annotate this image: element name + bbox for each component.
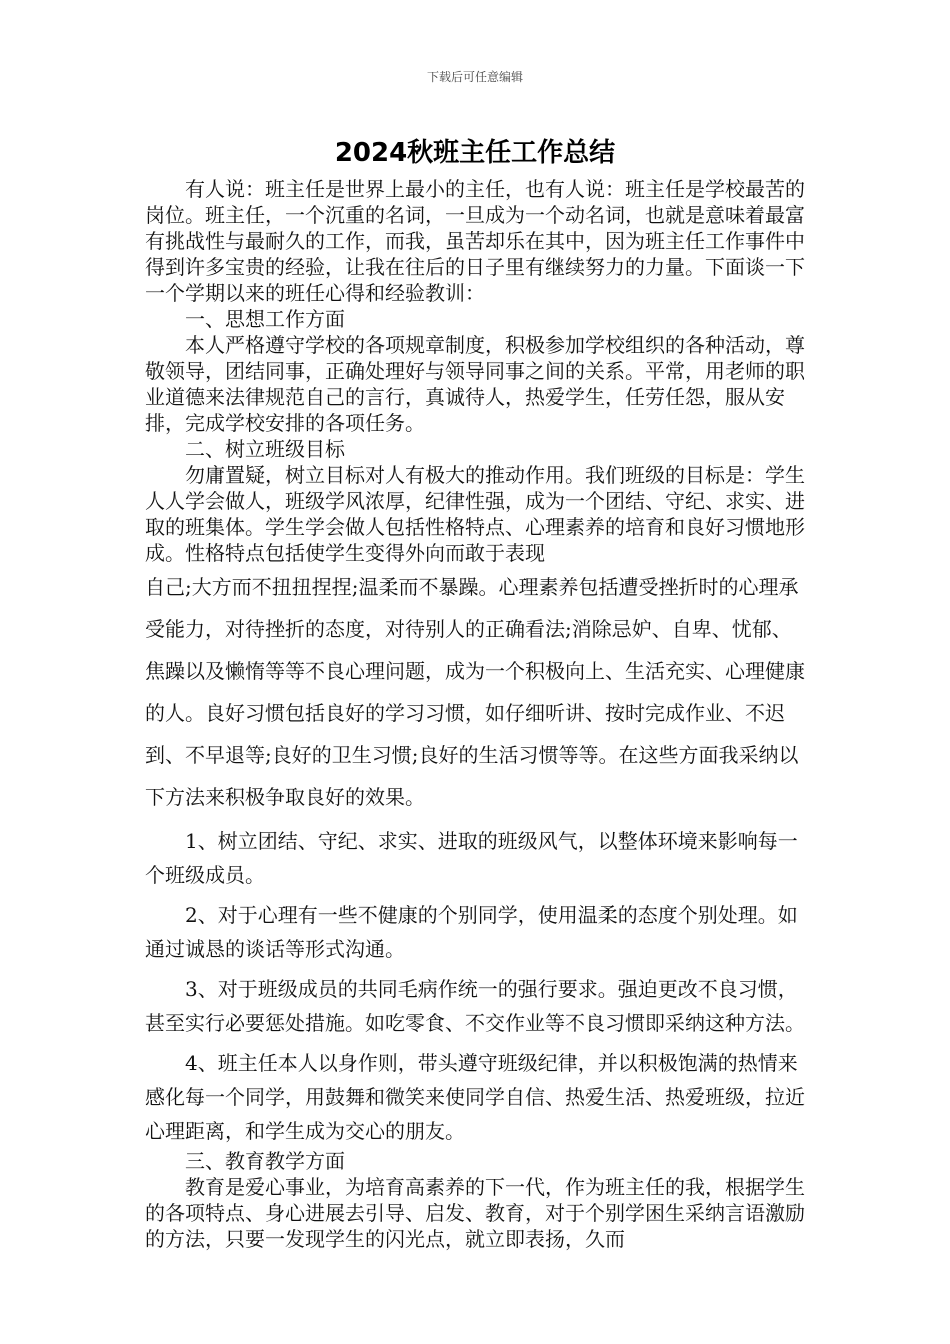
section-heading-2: 二、树立班级目标 [185,437,345,461]
page-header: 下载后可任意编辑 [426,70,523,84]
list-item-1: 1、树立团结、守纪、求实、进取的班级风气，以整体环境来影响每一个班级成员。 [145,829,798,887]
section-2-paragraph-b: 自己;大方而不扭扭捏捏;温柔而不暴躁。心理素养包括遭受挫折时的心理承受能力，对待挫折的态度，对待别人的正确看法;消除忌妒、自卑、忧郁、焦躁以及懒惰等等不良心理问题，成为一个积极向上、生活充实、心理健康的人。良好习惯包括良好的学习习惯，如仔细听讲、按时完成作业、不迟到、不早退等;良好的卫生习惯;良好的生活习惯等等。在这些方面我采纳以下方法来积极争取良好的效果。 [145,575,805,809]
intro-paragraph: 有人说：班主任是世界上最小的主任，也有人说：班主任是学校最苦的岗位。班主任，一个沉重的名词，一旦成为一个动名词，也就是意味着最富有挑战性与最耐久的工作，而我，虽苦却乐在其中，因为班主任工作事件中得到许多宝贵的经验，让我在往后的日子里有继续努力的力量。下面谈一下一个学期以来的班任心得和经验教训： [145,177,805,305]
section-3-paragraph: 教育是爱心事业，为培育高素养的下一代，作为班主任的我，根据学生的各项特点、身心进展去引导、启发、教育，对于个别学困生采纳言语激励的方法，只要一发现学生的闪光点，就立即表扬，久而 [145,1175,805,1251]
list-item-4: 4、班主任本人以身作则，带头遵守班级纪律，并以积极饱满的热情来感化每一个同学，用鼓舞和微笑来使同学自信、热爱生活、热爱班级，拉近心理距离，和学生成为交心的朋友。 [145,1051,805,1143]
list-item-3: 3、对于班级成员的共同毛病作统一的强行要求。强迫更改不良习惯，甚至实行必要惩处措施。如吃零食、不交作业等不良习惯即采纳这种方法。 [145,977,805,1035]
document-title: 2024秋班主任工作总结 [334,138,616,168]
section-heading-1: 一、思想工作方面 [185,307,345,331]
section-2-paragraph-a: 勿庸置疑，树立目标对人有极大的推动作用。我们班级的目标是：学生人人学会做人，班级学风浓厚，纪律性强，成为一个团结、守纪、求实、进取的班集体。学生学会做人包括性格特点、心理素养的培育和良好习惯地形成。性格特点包括使学生变得外向而敢于表现 [145,463,805,565]
document-body [145,176,805,1252]
list-item-2: 2、对于心理有一些不健康的个别同学，使用温柔的态度个别处理。如通过诚恳的谈话等形式沟通。 [145,903,798,961]
section-1-paragraph: 本人严格遵守学校的各项规章制度，积极参加学校组织的各种活动，尊敬领导，团结同事，正确处理好与领导同事之间的关系。平常，用老师的职业道德来法律规范自己的言行，真诚待人，热爱学生，任劳任怨，服从安排，完成学校安排的各项任务。 [145,333,805,435]
section-heading-3: 三、教育教学方面 [185,1149,345,1173]
